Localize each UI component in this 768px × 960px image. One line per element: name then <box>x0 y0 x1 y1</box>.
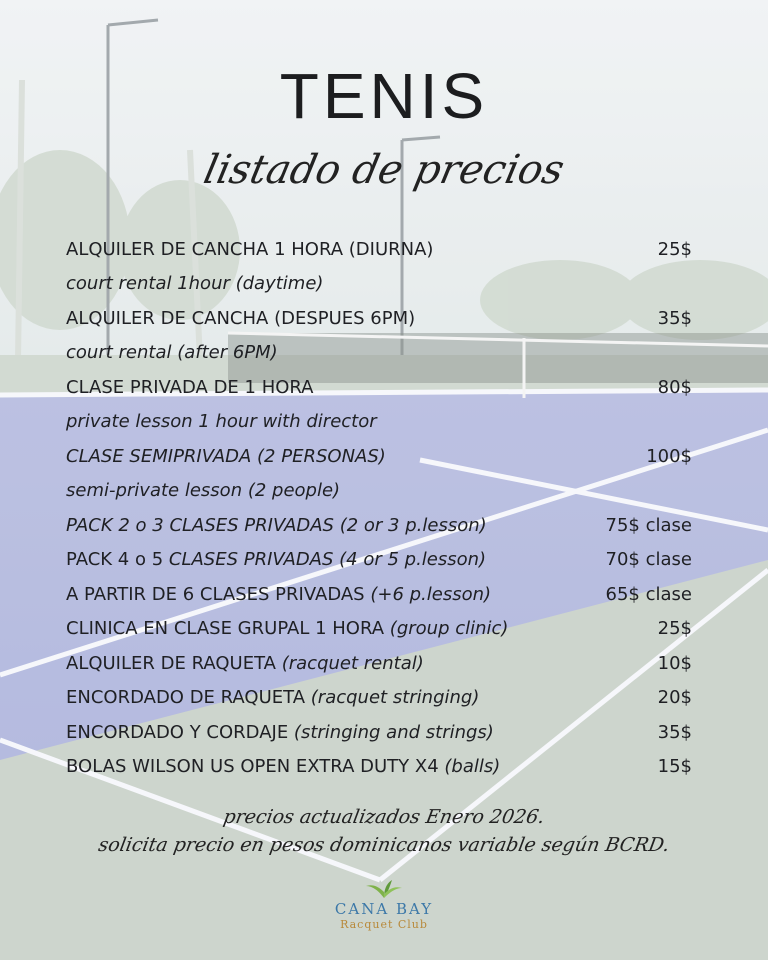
price-row <box>66 612 692 647</box>
item-price: 35$ <box>657 721 692 743</box>
item-detail: (2 or 3 p.lesson) <box>339 514 487 536</box>
item-name: A PARTIR DE 6 CLASES PRIVADAS <box>66 583 365 605</box>
item-name: CLASE SEMIPRIVADA (2 PERSONAS) <box>66 445 386 467</box>
item-price: 65$ clase <box>605 583 692 605</box>
item-price: 15$ <box>657 756 692 778</box>
item-name-group <box>66 687 479 708</box>
item-name-group <box>66 722 494 743</box>
logo-name: CANA BAY <box>334 900 434 918</box>
price-row <box>66 439 692 474</box>
item-price: 10$ <box>657 652 692 674</box>
price-row <box>66 750 692 785</box>
item-price: 100$ <box>646 445 692 467</box>
item-name-group <box>66 515 487 536</box>
item-name: CLINICA EN CLASE GRUPAL 1 HORA <box>66 618 385 640</box>
price-row-subtitle <box>66 267 692 302</box>
item-name-group <box>66 584 491 605</box>
page-subtitle: listado de precios <box>199 147 569 193</box>
item-price: 70$ clase <box>605 549 692 571</box>
item-translation: court rental 1hour (daytime) <box>66 273 324 295</box>
item-name: PACK 4 o 5 <box>66 549 164 571</box>
footnote-updated: precios actualizados Enero 2026. <box>221 806 547 828</box>
item-name: PACK 2 o 3 CLASES PRIVADAS <box>66 514 334 536</box>
item-price: 75$ clase <box>605 514 692 536</box>
item-name-group <box>66 653 424 674</box>
item-name: BOLAS WILSON US OPEN EXTRA DUTY X4 <box>66 756 439 778</box>
item-name: ENCORDADO Y CORDAJE <box>66 721 289 743</box>
price-row <box>66 577 692 612</box>
price-row <box>66 543 692 578</box>
price-row-subtitle <box>66 336 692 371</box>
item-price: 20$ <box>657 687 692 709</box>
item-name-italic: CLASES PRIVADAS <box>168 549 334 571</box>
club-logo <box>0 878 768 931</box>
item-price: 35$ <box>657 307 692 329</box>
item-name-group <box>66 618 508 639</box>
price-row <box>66 715 692 750</box>
item-detail: (balls) <box>444 756 501 778</box>
item-name-group <box>66 549 486 570</box>
item-detail: (group clinic) <box>389 618 509 640</box>
item-name: ALQUILER DE RAQUETA <box>66 652 276 674</box>
price-row <box>66 646 692 681</box>
item-translation: semi-private lesson (2 people) <box>66 480 341 502</box>
item-name: ALQUILER DE CANCHA 1 HORA (DIURNA) <box>66 238 434 260</box>
price-row <box>66 232 692 267</box>
price-row-subtitle <box>66 474 692 509</box>
item-detail: (stringing and strings) <box>293 721 494 743</box>
footnote-currency: solicita precio en pesos dominicanos variable según BCRD. <box>96 834 672 856</box>
item-detail: (+6 p.lesson) <box>370 583 492 605</box>
price-row <box>66 370 692 405</box>
page-title: TENIS <box>279 60 489 132</box>
price-list <box>66 232 692 784</box>
item-detail: (4 or 5 p.lesson) <box>339 549 487 571</box>
item-name: ENCORDADO DE RAQUETA <box>66 687 306 709</box>
logo-subtitle: Racquet Club <box>340 918 428 931</box>
item-price: 80$ <box>657 376 692 398</box>
item-name: CLASE PRIVADA DE 1 HORA <box>66 376 314 398</box>
item-name: ALQUILER DE CANCHA (DESPUES 6PM) <box>66 307 416 329</box>
item-detail: (racquet stringing) <box>310 687 480 709</box>
price-row <box>66 301 692 336</box>
item-name-group <box>66 756 500 777</box>
item-price: 25$ <box>657 618 692 640</box>
price-row <box>66 508 692 543</box>
item-translation: private lesson 1 hour with director <box>66 411 377 433</box>
item-detail: (racquet rental) <box>281 652 424 674</box>
palm-leaf-icon <box>364 878 404 900</box>
price-row-subtitle <box>66 405 692 440</box>
price-row <box>66 681 692 716</box>
item-translation: court rental (after 6PM) <box>66 342 278 364</box>
item-price: 25$ <box>657 238 692 260</box>
